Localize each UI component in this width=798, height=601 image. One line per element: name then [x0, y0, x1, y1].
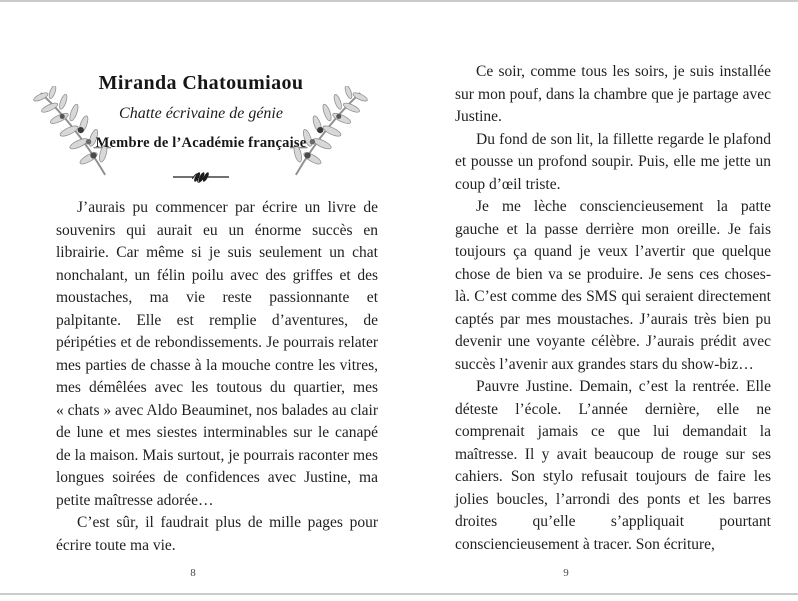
- author-role: Chatte écrivaine de génie: [119, 105, 283, 122]
- right-page-text: [455, 61, 771, 556]
- paragraph: J’aurais pu commencer par écrire un livre de souvenirs qui aurait eu un énorme succès en librairie. Car même si je suis seulement un chat nonchalant, un félin poilu avec des griffes et des moustaches, ma vie reste passionnante et palpitante. Elle est remplie d’aventures, de péripéties et de rebondissements. Je pourrais relater mes parties de chasse à la mouche contre les vitres, mes démêlées avec les toutous du quartier, mes « chats » avec Aldo Beauminet, nos balades au clair de lune et mes siestes interminables sur le canapé de la maison. Mais surtout, je pourrais raconter mes longues soirées de confidences avec Justine, ma petite maîtresse adorée…: [56, 199, 378, 509]
- left-page-text: [56, 197, 378, 557]
- rope-twist-divider-icon: [172, 169, 230, 185]
- author-membership: Membre de l’Académie française: [95, 135, 307, 151]
- paragraph: Du fond de son lit, la fillette regarde le plafond et pousse un profond soupir. Puis, elle me jette un coup d’œil triste.: [455, 130, 771, 193]
- paragraph: C’est sûr, il faudrait plus de mille pages pour écrire toute ma vie.: [56, 514, 378, 554]
- paragraph: Ce soir, comme tous les soirs, je suis installée sur mon pouf, dans la chambre que je partage avec Justine.: [455, 63, 771, 125]
- chapter-header: [46, 72, 356, 152]
- bottom-edge-line: [0, 593, 798, 595]
- paragraph: Je me lèche consciencieusement la patte gauche et la passe derrière mon oreille. Je fais toujours ça quand je veux l’avertir que quelque chose de bien va se produire. Je sens ces choses-là. C’est comme des SMS qui seraient directement captés par mes moustaches. J’aurais très bien pu devenir une voyante célèbre. J’aurais prédit avec succès l’avenir aux grandes stars du show-biz…: [455, 198, 771, 373]
- top-edge-line: [0, 0, 798, 2]
- page-number-right: 9: [563, 567, 569, 579]
- page-number-left: 8: [190, 567, 196, 579]
- paragraph: Pauvre Justine. Demain, c’est la rentrée. Elle déteste l’école. L’année dernière, elle ne comprenait jamais ce que lui demandait la maîtresse. Il y avait beaucoup de rouge sur ses cahiers. Son stylo refusait toujours de faire les jolies boucles, l’arrondi des ponts et les barres droites qu’elle s’appliquait pourtant consciencieusement à tracer. Son écriture,: [455, 378, 771, 553]
- author-name: Miranda Chatoumiaou: [98, 72, 304, 94]
